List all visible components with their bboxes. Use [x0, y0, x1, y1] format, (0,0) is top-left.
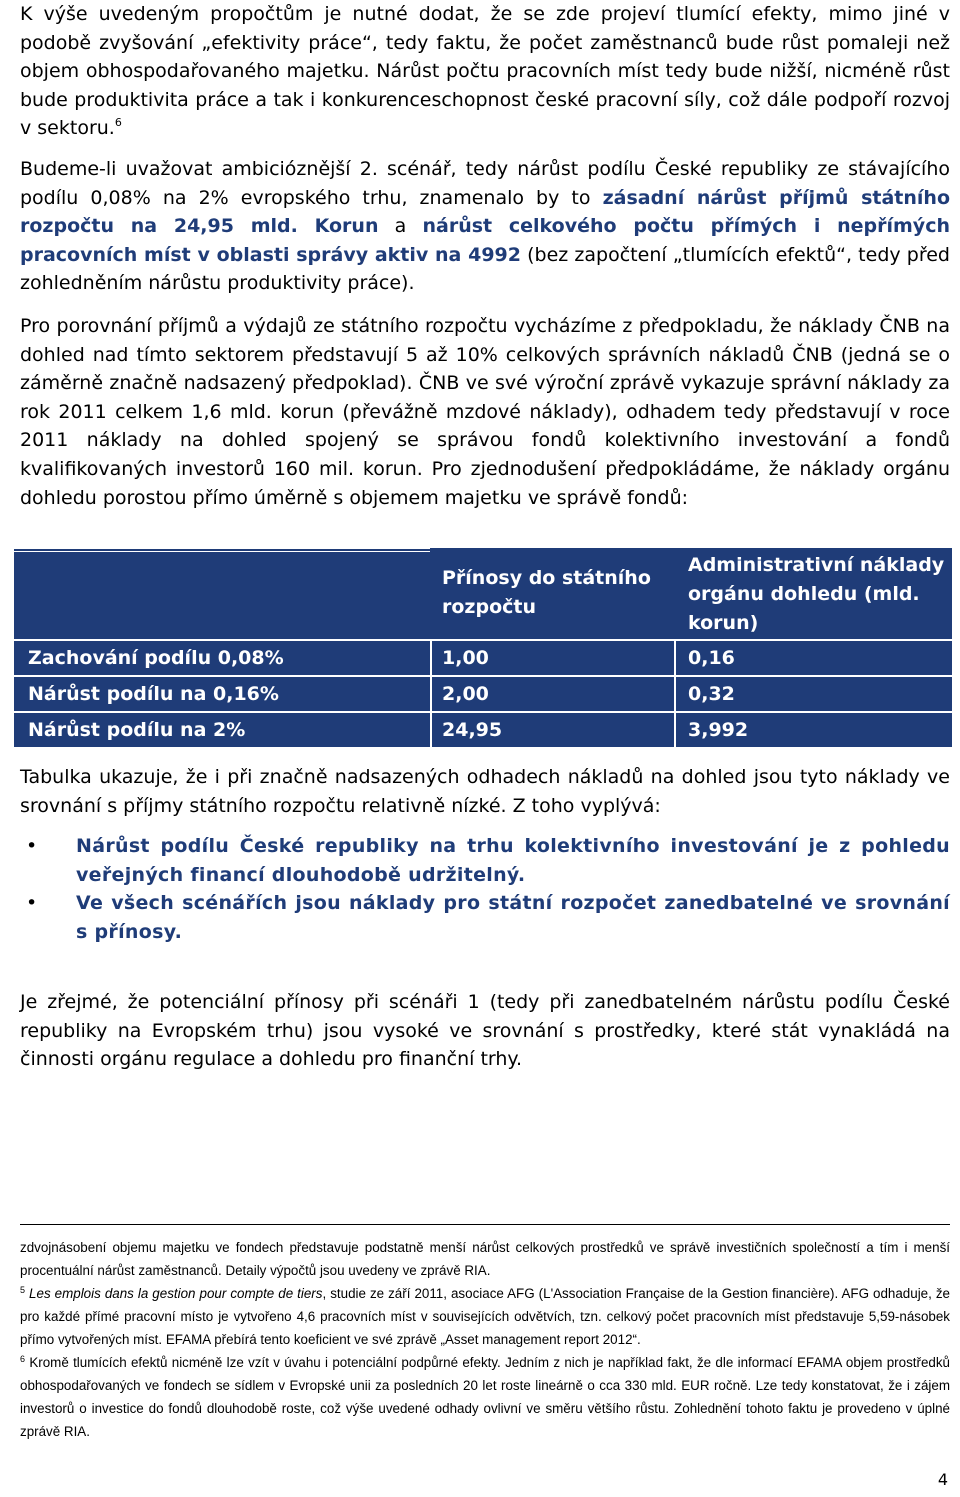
footnote-divider [20, 1224, 950, 1225]
row-prinosy: 2,00 [432, 677, 674, 711]
paragraph-porovnani: Pro porovnání příjmů a výdajů ze státního rozpočtu vycházíme z předpokladu, že náklady ČNB na dohled nad tímto sektorem představují 5 až 10% celkových správních nákladů ČNB (jedná se o záměrně značně nadsazený předpoklad). ČNB ve své výroční zprávě vykazuje správní náklady za rok 2011 celkem 1,6 mld. korun (převážně mzdové náklady), odhadem tedy představují v roce 2011 náklady na dohled spojený se správou fondů kolektivního investování a fondů kvalifikovaných investorů 160 mil. korun. Pro zjednodušení předpokládáme, že náklady orgánu dohledu porostou přímo úměrně s objemem majetku ve správě fondů: [20, 315, 950, 509]
row-label: Nárůst podílu na 0,16% [14, 677, 430, 711]
conclusion-list [20, 832, 950, 946]
highlight-pracovni-mista: nárůst celkového počtu přímých i nepřímých pracovních míst v oblasti správy aktiv na 4992 [20, 215, 950, 266]
row-label: Zachování podílu 0,08% [14, 641, 430, 675]
comparison-table [14, 548, 954, 746]
row-naklady: 0,16 [676, 641, 952, 675]
highlight-prijmy: zásadní nárůst příjmů státního rozpočtu na 24,95 mld. Korun [20, 186, 950, 238]
row-prinosy: 1,00 [432, 641, 674, 675]
row-prinosy: 24,95 [432, 713, 674, 747]
footnotes [20, 1236, 950, 1443]
table-header-prinosy: Přínosy do státního rozpočtu [442, 567, 651, 618]
table-header-empty [14, 548, 430, 639]
footnote-ref-6[interactable]: 6 [114, 116, 122, 130]
footnote-number: 6 [20, 1354, 26, 1364]
row-naklady: 0,32 [676, 677, 952, 711]
footnote-continuation: zdvojnásobení objemu majetku ve fondech představuje podstatně menší nárůst celkových prostředků ve správě investičních společností a tím i menší procentuální nárůst zaměstnanců. Detaily výpočtů jsou uvedeny ve zprávě RIA. [20, 1240, 950, 1278]
footnote-number: 5 [20, 1285, 26, 1295]
list-item: • Nárůst podílu České republiky na trhu kolektivního investování je z pohledu veřejných financí dlouhodobě udržitelný. [20, 832, 950, 889]
footnote-6: $^6$ Kromě tlumících efektů nicméně lze vzít v úvahu i potenciální podpůrné efekty. Jedním z nich je například fakt, že dle informací EFAMA objem prostředků obhospodařovaných ve fondech se sídlem v Evropské unii za posledních 20 let roste lineárně o cca 330 mld. EUR ročně. Lze tedy konstatovat, že i zájem investorů o investice do fondů dlouhodobě roste, což výše uvedené odhady ovlivní ve směru většího růstu. Zohlednění tohoto faktu je provedeno v úplné zprávě RIA. [20, 1354, 950, 1439]
page-number: 4 [937, 1470, 948, 1489]
table-header-naklady: Administrativní náklady orgánu dohledu (mld. korun) [688, 554, 945, 634]
bullet-icon: • [26, 835, 38, 857]
table-row [14, 677, 952, 711]
paragraph-tabulka-ukazuje: Tabulka ukazuje, že i při značně nadsazených odhadech nákladů na dohled jsou tyto náklady ve srovnání s příjmy státního rozpočtu relativně nízké. Z toho vyplývá: [20, 766, 950, 817]
row-naklady: 3,992 [676, 713, 952, 747]
bullet-icon: • [26, 892, 38, 915]
table-row [14, 641, 952, 675]
footnote-5: $^5$ Les emplois dans la gestion pour compte de tiers, studie ze září 2011, asociace AFG (L'Association Française de la Gestion financière). AFG odhaduje, že pro každé přímé pracovní místo je vytvořeno 4,6 pracovních míst v souvisejících odvětvích, tzn. celkový počet pracovních míst představuje 5,59-násobek přímo vytvořených míst. EFAMA přebírá tento koeficient ve své zprávě „Asset management report 2012“. [20, 1285, 950, 1347]
list-item: • Ve všech scénářích jsou náklady pro státní rozpočet zanedbatelné ve srovnání s přínosy. [20, 889, 950, 946]
paragraph-scenar-2: Budeme-li uvažovat ambicióznější 2. scénář, tedy nárůst podílu České republiky ze stávajícího podílu 0,08% na 2% evropského trhu, znamenalo by to zásadní nárůst příjmů státního rozpočtu na 24,95 mld. Korun a nárůst celkového počtu přímých i nepřímých pracovních míst v oblasti správy aktiv na 4992 (bez započtení „tlumících efektů“, tedy před zohledněním nárůstu produktivity práce). [20, 158, 950, 295]
row-label: Nárůst podílu na 2% [14, 713, 430, 747]
paragraph-zaver: Je zřejmé, že potenciální přínosy při scénáři 1 (tedy při zanedbatelném nárůstu podílu České republiky na Evropském trhu) jsou vysoké ve srovnání s prostředky, které stát vynakládá na činnosti orgánu regulace a dohledu pro finanční trhy. [20, 991, 950, 1071]
paragraph-tlumici-efekty: K výše uvedeným propočtům je nutné dodat, že se zde projeví tlumící efekty, mimo jiné v podobě zvyšování „efektivity práce“, tedy faktu, že počet zaměstnanců bude růst pomaleji než objem obhospodařovaného majetku. Nárůst počtu pracovních míst tedy bude nižší, nicméně růst bude produktivita práce a tak i konkurenceschopnost české pracovní síly, což dále podpoří rozvoj v sektoru.$^6$ [20, 3, 950, 140]
table-row [14, 713, 952, 747]
